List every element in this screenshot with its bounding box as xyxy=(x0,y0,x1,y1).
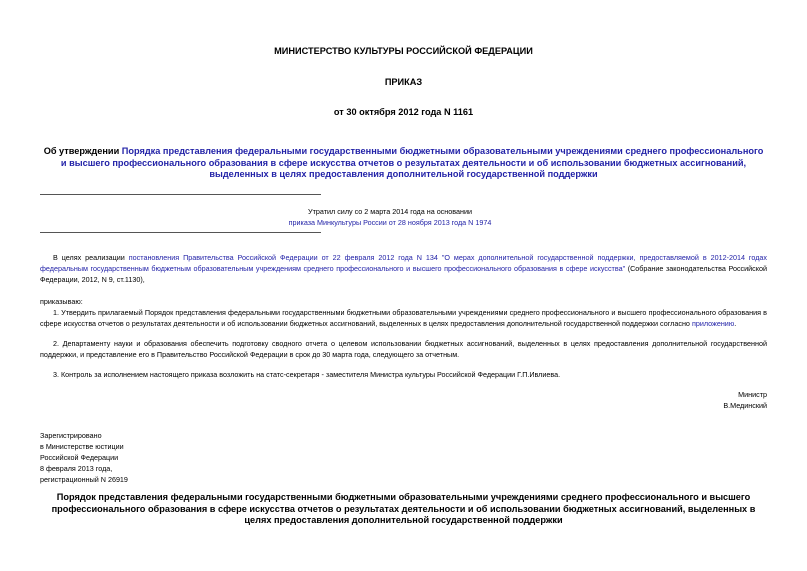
document-date-number: от 30 октября 2012 года N 1161 xyxy=(333,107,474,117)
ministry-heading: МИНИСТЕРСТВО КУЛЬТУРЫ РОССИЙСКОЙ ФЕДЕРАЦИИ xyxy=(274,46,533,56)
appendix-title: Порядок представления федеральными государственными бюджетными образовательными учреждениями среднего профессионального и высшего профессионального образования в сфере искусства отчетов о результатах деятельности и об использовании бюджетных ассигнований, выделенных в целях предоставления дополнительной государственной поддержки xyxy=(51,492,756,525)
signature-name: В.Мединский xyxy=(723,401,767,410)
registration-line: в Министерстве юстиции xyxy=(40,442,124,451)
order-word: приказываю: xyxy=(40,297,83,306)
signature-block xyxy=(723,389,767,411)
preamble-prefix: В целях реализации xyxy=(53,253,129,262)
status-link[interactable]: приказа Минкультуры России от 28 ноября 2013 года N 1974 xyxy=(288,218,492,227)
item-2-paragraph: 2. Департаменту науки и образования обеспечить подготовку сводного отчета о целевом использовании бюджетных ассигнований, выделенных в целях предоставления дополнительной государственной поддержки, и представление его в Правительство Российской Федерации в срок до 30 марта года, следующего за отчетным. xyxy=(40,339,767,359)
divider-top xyxy=(40,194,321,195)
appendix-link[interactable]: приложению xyxy=(691,319,735,328)
registration-line: Зарегистрировано xyxy=(40,431,102,440)
divider-bottom xyxy=(40,232,321,233)
resolution-link[interactable]: постановления Правительства Российской Федерации от 22 февраля 2012 года N 134 "О мерах дополнительной государственной поддержки, предоставляемой в 2012-2014 годах федеральным государственным бюджетным образовательным учреждениям среднего профессионального и высшего профессионального образования в сфере искусства" xyxy=(40,253,767,273)
document-title xyxy=(40,146,767,181)
item-1-suffix: . xyxy=(734,319,737,328)
status-line: Утратил силу со 2 марта 2014 года на основании xyxy=(308,207,472,216)
registration-line: Российской Федерации xyxy=(40,453,119,462)
registration-block xyxy=(40,430,128,485)
item-1-paragraph xyxy=(40,307,767,329)
preamble-suffix: (Собрание законодательства Российской Федерации, 2012, N 9, ст.1130), xyxy=(40,264,767,284)
title-link[interactable]: Порядка представления федеральными государственными бюджетными образовательными учреждениями среднего профессионального и высшего профессионального образования в сфере искусства отчетов о результатах деятельности и об использовании бюджетных ассигнований, выделенных в целях предоставления дополнительной государственной поддержки xyxy=(60,146,764,179)
title-prefix: Об утверждении xyxy=(43,146,122,156)
registration-line: регистрационный N 26919 xyxy=(40,475,128,484)
registration-line: 8 февраля 2013 года, xyxy=(40,464,113,473)
item-1-text: 1. Утвердить прилагаемый Порядок представления федеральными государственными бюджетными образовательными учреждениями среднего профессионального и высшего профессионального образования в сфере искусства отчетов о результатах деятельности и об использовании бюджетных ассигнований, выделенных в целях предоставления дополнительной государственной поддержки согласно xyxy=(40,308,767,328)
preamble-paragraph xyxy=(40,252,767,285)
document-type: ПРИКАЗ xyxy=(384,77,423,87)
signature-position: Министр xyxy=(738,390,767,399)
item-3-paragraph: 3. Контроль за исполнением настоящего приказа возложить на статс-секретаря - заместителя Министра культуры Российской Федерации Г.П.Ивлиева. xyxy=(53,370,561,379)
